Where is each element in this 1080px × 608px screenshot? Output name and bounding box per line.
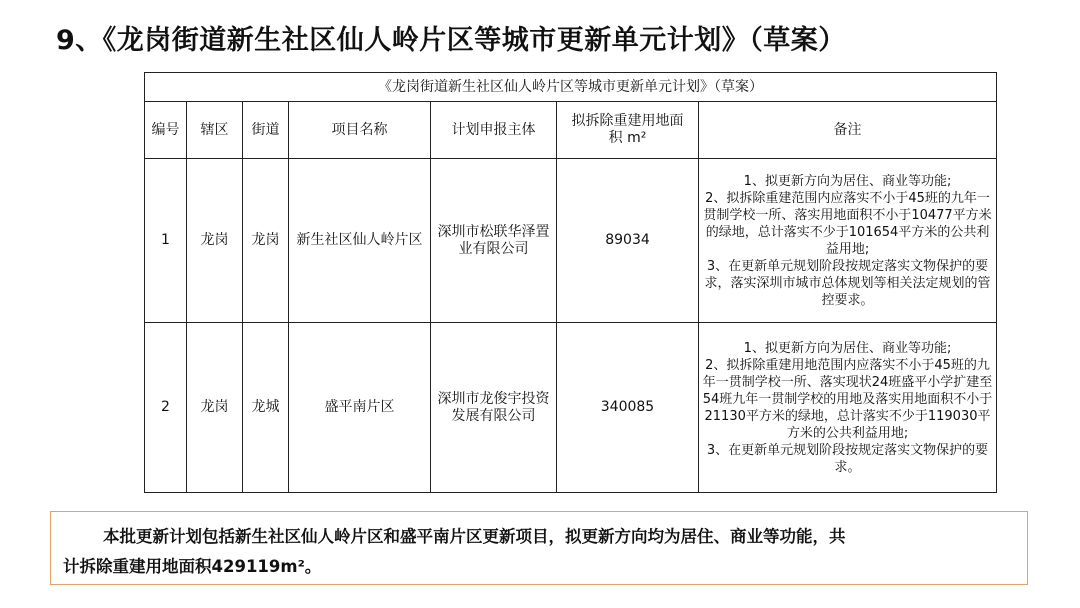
cell-area: 340085	[557, 323, 699, 493]
summary-line-2: 计拆除重建用地面积429119m²。	[63, 557, 322, 576]
page-title: 9、《龙岗街道新生社区仙人岭片区等城市更新单元计划》（草案）	[56, 25, 846, 56]
header-project: 项目名称	[289, 102, 431, 159]
remark-item: 1、拟更新方向为居住、商业等功能;	[743, 341, 952, 356]
cell-street: 龙岗	[243, 159, 289, 323]
header-applicant: 计划申报主体	[431, 102, 557, 159]
header-district: 辖区	[187, 102, 243, 159]
cell-area: 89034	[557, 159, 699, 323]
summary-line-1: 本批更新计划包括新生社区仙人岭片区和盛平南片区更新项目，拟更新方向均为居住、商业等功能，共	[103, 527, 846, 546]
remark-item: 3、在更新单元规划阶段按规定落实文物保护的要求。	[706, 443, 989, 475]
renewal-plan-table	[144, 72, 997, 493]
cell-district: 龙岗	[187, 323, 243, 493]
header-street: 街道	[243, 102, 289, 159]
table-caption: 《龙岗街道新生社区仙人岭片区等城市更新单元计划》（草案）	[145, 73, 997, 102]
header-area: 拟拆除重建用地面积 m²	[557, 102, 699, 159]
header-remarks: 备注	[699, 102, 997, 159]
cell-project: 新生社区仙人岭片区	[289, 159, 431, 323]
cell-no: 2	[145, 323, 187, 493]
cell-project: 盛平南片区	[289, 323, 431, 493]
cell-remarks	[699, 323, 997, 493]
remark-item: 3、在更新单元规划阶段按规定落实文物保护的要求，落实深圳市城市总体规划等相关法定规划的管控要求。	[704, 259, 991, 308]
cell-applicant: 深圳市松联华泽置业有限公司	[431, 159, 557, 323]
table-row	[145, 323, 997, 493]
header-no: 编号	[145, 102, 187, 159]
cell-remarks	[699, 159, 997, 323]
remark-item: 1、拟更新方向为居住、商业等功能;	[743, 174, 952, 189]
table-row	[145, 159, 997, 323]
cell-street: 龙城	[243, 323, 289, 493]
summary-box	[50, 511, 1028, 585]
cell-district: 龙岗	[187, 159, 243, 323]
cell-applicant: 深圳市龙俊宇投资发展有限公司	[431, 323, 557, 493]
remark-item: 2、拟拆除重建范围内应落实不小于45班的九年一贯制学校一所、落实用地面积不小于10477平方米的绿地，总计落实不少于101654平方米的公共利益用地;	[703, 191, 992, 257]
cell-no: 1	[145, 159, 187, 323]
remark-item: 2、拟拆除重建用地范围内应落实不小于45班的九年一贯制学校一所、落实现状24班盛平小学扩建至54班九年一贯制学校的用地及落实用地面积不小于21130平方米的绿地，总计落实不少于119030平方米的公共利益用地;	[702, 358, 993, 441]
